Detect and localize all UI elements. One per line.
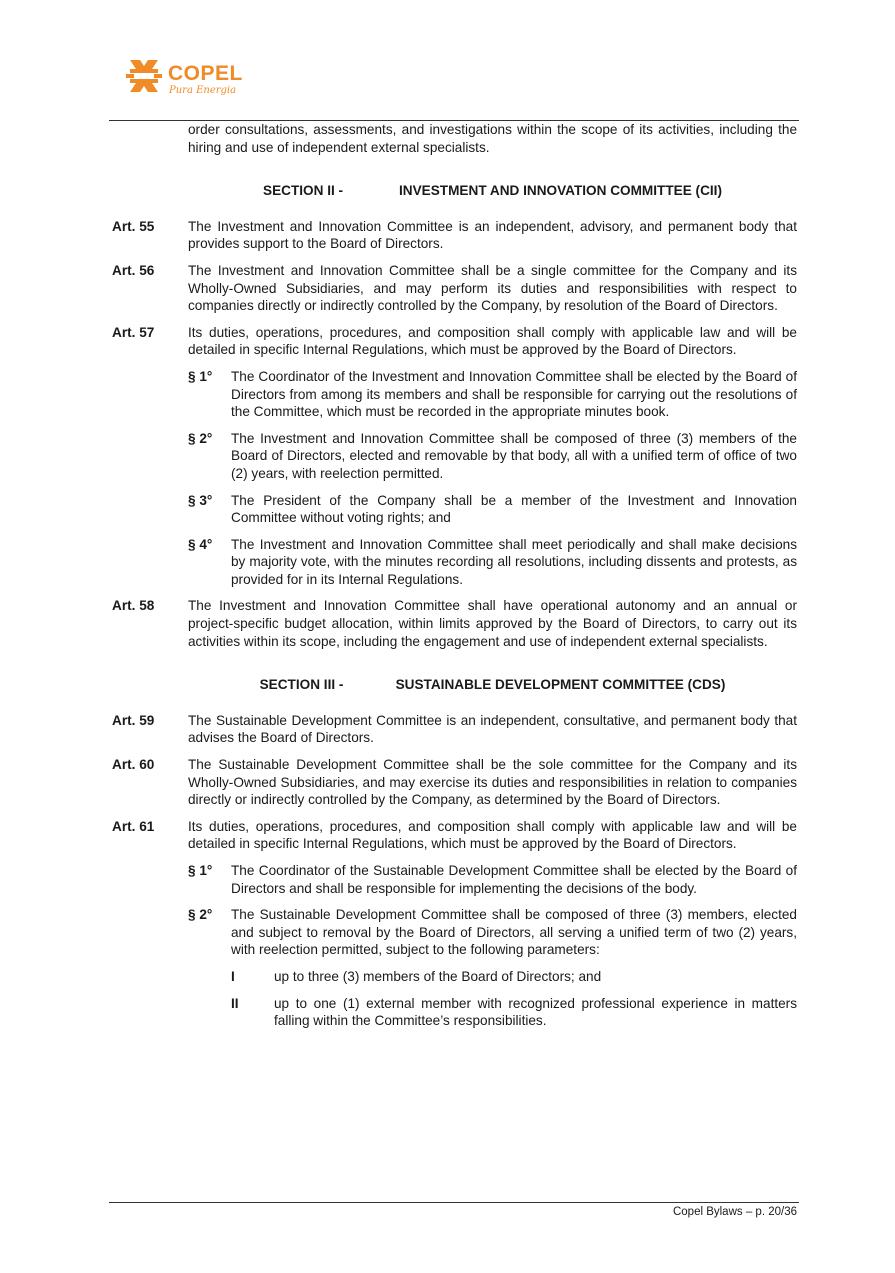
article-label: Art. 58 (112, 598, 155, 614)
section-heading (112, 676, 797, 694)
paragraph-text: The Investment and Innovation Committee shall meet periodically and shall make decisions by majority vote, with the minutes recording all resolutions, including dissents and protests, as provided for in its Internal Regulations. (231, 536, 797, 587)
paragraph-label: § 2° (188, 430, 213, 446)
article-text: Its duties, operations, procedures, and composition shall comply with applicable law and will be detailed in specific Internal Regulations, which must be approved by the Board of Directors. (188, 324, 797, 358)
article (112, 818, 797, 853)
article-paragraph (188, 906, 797, 959)
article-label: Art. 57 (112, 324, 155, 340)
section-number: SECTION II - (263, 183, 344, 199)
article (112, 597, 797, 650)
paragraph-text: The Investment and Innovation Committee shall be composed of three (3) members of the Board of Directors, elected and removable by that body, all with a unified term of office of two (2) years, with reelection permitted. (231, 430, 797, 481)
article-text: The Investment and Innovation Committee shall be a single committee for the Company and its Wholly-Owned Subsidiaries, and may perform its duties and responsibilities with respect to companies directly or indirectly controlled by the Company, by resolution of the Board of Directors. (188, 262, 797, 314)
article-text: The Investment and Innovation Committee is an independent, advisory, and permanent body that provides support to the Board of Directors. (188, 218, 797, 252)
article-text: The Sustainable Development Committee is an independent, consultative, and permanent body that advises the Board of Directors. (188, 712, 797, 746)
article-label: Art. 60 (112, 757, 155, 773)
article (112, 756, 797, 809)
article-paragraph (188, 862, 797, 897)
footer-divider (109, 1202, 799, 1203)
article (112, 324, 797, 359)
item-label: I (231, 968, 235, 984)
paragraph-label: § 1° (188, 368, 213, 384)
item-text: up to one (1) external member with recognized professional experience in matters falling within the Committee’s responsibilities. (274, 995, 797, 1029)
section-number: SECTION III - (259, 677, 344, 693)
article-label: Art. 56 (112, 262, 155, 278)
paragraph-text: The Coordinator of the Sustainable Development Committee shall be elected by the Board of Directors and shall be responsible for implementing the decisions of the body. (231, 863, 797, 896)
article-paragraph (188, 536, 797, 589)
page-footer: Copel Bylaws – p. 20/36 (672, 1206, 797, 1218)
copel-star-icon (126, 58, 162, 94)
article-text: Its duties, operations, procedures, and composition shall comply with applicable law and will be detailed in specific Internal Regulations, which must be approved by the Board of Directors. (188, 818, 797, 852)
logo-tagline: Pura Energia (169, 85, 237, 96)
article (112, 712, 797, 747)
intro-continuation: order consultations, assessments, and investigations within the scope of its activities, including the hiring and use of independent external specialists. (188, 122, 797, 155)
item-label: II (231, 995, 239, 1011)
paragraph-text: The President of the Company shall be a member of the Investment and Innovation Committee without voting rights; and (231, 492, 797, 526)
article-text: The Investment and Innovation Committee shall have operational autonomy and an annual or project-specific budget allocation, within limits approved by the Board of Directors, to carry out its activities within its scope, including the engagement and use of independent external specialists. (188, 598, 797, 649)
article-paragraph (188, 368, 797, 421)
article-label: Art. 59 (112, 712, 155, 728)
article (112, 262, 797, 315)
list-item (231, 968, 797, 986)
section-title: INVESTMENT AND INNOVATION COMMITTEE (CII) (399, 183, 722, 199)
article-label: Art. 61 (112, 818, 155, 834)
paragraph-label: § 2° (188, 907, 213, 923)
paragraph-label: § 4° (188, 536, 213, 552)
paragraph-text: The Coordinator of the Investment and Innovation Committee shall be elected by the Board of Directors from among its members and shall be responsible for carrying out the resolutions of the Committee, which must be recorded in the appropriate minutes book. (231, 368, 797, 420)
logo-wordmark: COPEL (168, 62, 243, 85)
article (112, 218, 797, 253)
item-text: up to three (3) members of the Board of Directors; and (274, 968, 602, 984)
section-heading (112, 182, 797, 200)
article-paragraph (188, 492, 797, 527)
copel-logo (126, 58, 246, 102)
paragraph-label: § 3° (188, 492, 213, 508)
article-paragraph (188, 430, 797, 483)
paragraph-text: The Sustainable Development Committee shall be composed of three (3) members, elected and subject to removal by the Board of Directors, all serving a unified term of two (2) years, with reelection permitted, subject to the following parameters: (231, 907, 797, 958)
article-label: Art. 55 (112, 218, 155, 234)
paragraph-label: § 1° (188, 863, 213, 878)
article-text: The Sustainable Development Committee shall be the sole committee for the Company and its Wholly-Owned Subsidiaries, and may exercise its duties and responsibilities in relation to companies directly or indirectly controlled by the Company, as determined by the Board of Directors. (188, 757, 797, 808)
list-item (231, 995, 797, 1030)
document-body (112, 121, 797, 1030)
section-title: SUSTAINABLE DEVELOPMENT COMMITTEE (CDS) (395, 677, 726, 693)
